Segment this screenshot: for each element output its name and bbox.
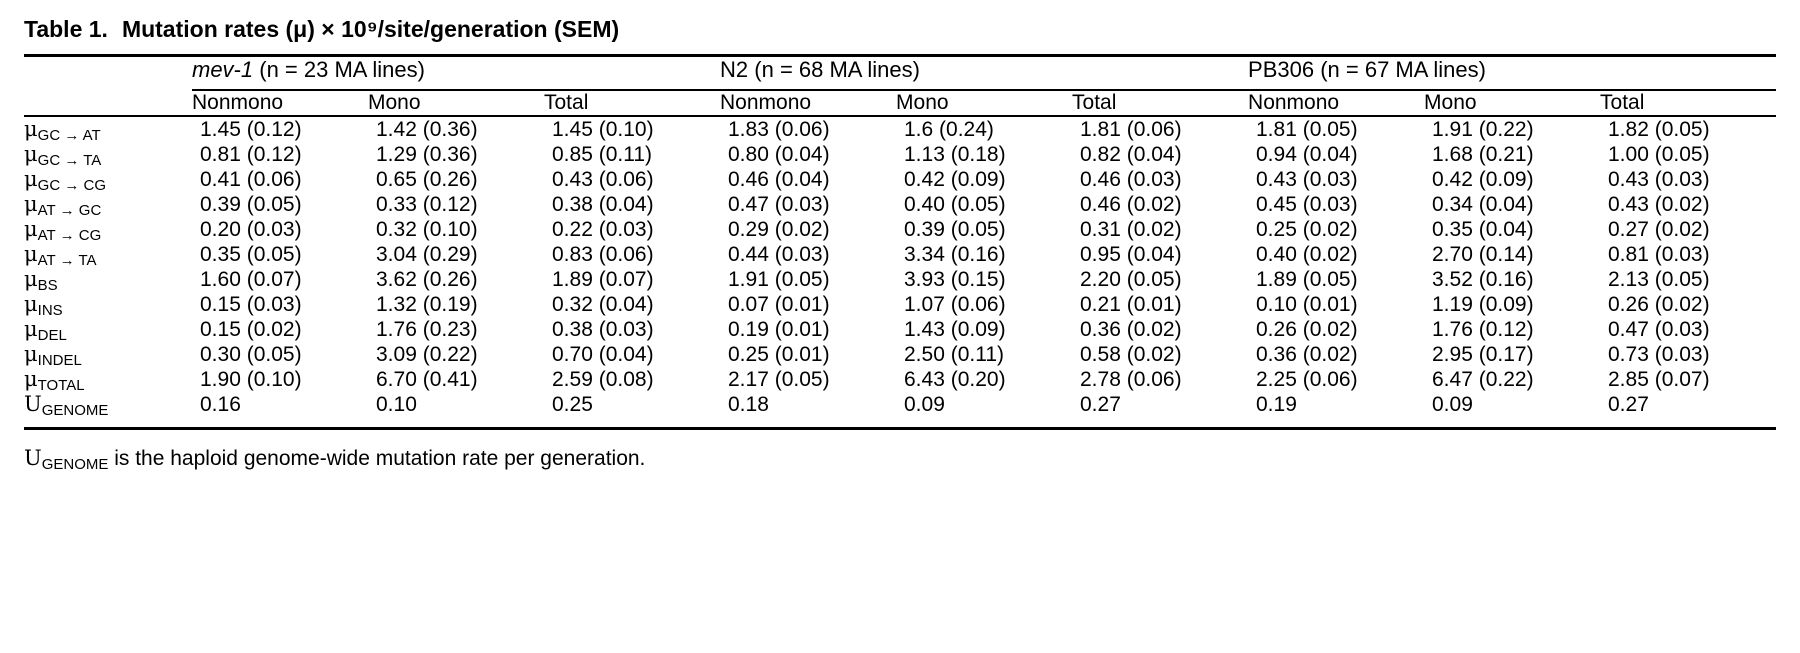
table-cell: 6.70 (0.41) [376, 368, 478, 391]
row-label-subscript: INS [37, 302, 63, 319]
table-row [24, 192, 1776, 217]
table-cell: 0.07 (0.01) [728, 293, 830, 316]
table-cell: 0.46 (0.04) [728, 168, 830, 191]
table-cell: 0.32 (0.04) [552, 293, 654, 316]
table-cell: 2.85 (0.07) [1608, 368, 1710, 391]
row-label-symbol: μ [24, 192, 38, 216]
row-label [24, 117, 192, 142]
table-cell: 0.19 [1256, 393, 1297, 416]
table-row [24, 367, 1776, 392]
table-cell: 0.35 (0.05) [200, 243, 302, 266]
table-cell: 3.62 (0.26) [376, 268, 478, 291]
group-n-mev1: (n = 23 MA lines) [259, 57, 425, 82]
table-cell: 2.20 (0.05) [1080, 268, 1182, 291]
table-cell: 2.25 (0.06) [1256, 368, 1358, 391]
table-cell: 2.95 (0.17) [1432, 343, 1534, 366]
table-cell: 0.09 [1432, 393, 1473, 416]
row-label [24, 367, 192, 392]
row-label-symbol: μ [24, 367, 38, 391]
table-cell: 0.95 (0.04) [1080, 243, 1182, 266]
footnote-symbol: U [24, 446, 42, 470]
table-cell: 1.07 (0.06) [904, 293, 1006, 316]
row-label-subscript: GC → TA [37, 152, 102, 169]
row-label [24, 342, 192, 367]
table-cell: 0.36 (0.02) [1080, 318, 1182, 341]
group-n-n2: (n = 68 MA lines) [754, 57, 920, 82]
table-cell: 0.27 [1080, 393, 1121, 416]
table-cell: 0.18 [728, 393, 769, 416]
table-cell: 3.93 (0.15) [904, 268, 1006, 291]
row-label-subscript: AT → GC [37, 202, 102, 219]
table-cell: 0.83 (0.06) [552, 243, 654, 266]
subheader-n2-nonmono: Nonmono [720, 91, 812, 114]
table-cell: 3.04 (0.29) [376, 243, 478, 266]
subheader-mev1-total: Total [544, 91, 589, 114]
table-cell: 0.34 (0.04) [1432, 193, 1534, 216]
table-cell: 2.70 (0.14) [1432, 243, 1534, 266]
row-label-symbol: μ [24, 267, 38, 291]
table-cell: 0.38 (0.03) [552, 318, 654, 341]
subheader-mev1-nonmono: Nonmono [192, 91, 284, 114]
table-row [24, 267, 1776, 292]
table-cell: 0.47 (0.03) [728, 193, 830, 216]
subheader-pb306-total: Total [1600, 91, 1645, 114]
table-cell: 0.27 (0.02) [1608, 218, 1710, 241]
table-cell: 2.50 (0.11) [904, 343, 1005, 366]
table-cell: 0.15 (0.03) [200, 293, 302, 316]
table-cell: 0.82 (0.04) [1080, 143, 1182, 166]
table-cell: 3.09 (0.22) [376, 343, 478, 366]
table-cell: 0.47 (0.03) [1608, 318, 1710, 341]
table-cell: 0.39 (0.05) [904, 218, 1006, 241]
table-cell: 0.58 (0.02) [1080, 343, 1182, 366]
table-cell: 0.46 (0.03) [1080, 168, 1182, 191]
table-cell: 2.17 (0.05) [728, 368, 830, 391]
table-cell: 0.38 (0.04) [552, 193, 654, 216]
table-cell: 0.45 (0.03) [1256, 193, 1358, 216]
group-header-n2 [720, 57, 1248, 83]
row-label [24, 392, 192, 417]
table-cell: 0.40 (0.05) [904, 193, 1006, 216]
table-cell: 0.25 [552, 393, 593, 416]
table-cell: 1.29 (0.36) [376, 143, 478, 166]
row-label-symbol: μ [24, 217, 38, 241]
row-label-subscript: AT → TA [37, 252, 97, 269]
group-underline-row [24, 83, 1776, 90]
row-label [24, 192, 192, 217]
table-cell: 0.32 (0.10) [376, 218, 478, 241]
table-cell: 0.44 (0.03) [728, 243, 830, 266]
table-cell: 1.43 (0.09) [904, 318, 1006, 341]
table-row [24, 292, 1776, 317]
row-label [24, 217, 192, 242]
row-label [24, 267, 192, 292]
table-cell: 1.82 (0.05) [1608, 118, 1710, 141]
row-label-symbol: μ [24, 167, 38, 191]
subheader-row [24, 90, 1776, 115]
table-cell: 0.41 (0.06) [200, 168, 302, 191]
table-cell: 0.81 (0.12) [200, 143, 302, 166]
caption-label: Table 1. [24, 16, 108, 42]
table-row [24, 392, 1776, 417]
row-label-symbol: μ [24, 317, 38, 341]
table-cell: 1.42 (0.36) [376, 118, 478, 141]
table-cell: 0.31 (0.02) [1080, 218, 1182, 241]
row-label-symbol: μ [24, 142, 38, 166]
table-cell: 1.90 (0.10) [200, 368, 302, 391]
caption-text: Mutation rates (μ) × 10⁹/site/generation (SEM) [121, 16, 620, 42]
table-cell: 0.70 (0.04) [552, 343, 654, 366]
table-row [24, 242, 1776, 267]
table-cell: 0.16 [200, 393, 241, 416]
table-cell: 0.43 (0.06) [552, 168, 654, 191]
table-cell: 0.20 (0.03) [200, 218, 302, 241]
table-cell: 0.26 (0.02) [1608, 293, 1710, 316]
table-cell: 1.91 (0.22) [1432, 118, 1534, 141]
table-cell: 0.39 (0.05) [200, 193, 302, 216]
underline-pb306 [1248, 83, 1776, 90]
row-label-subscript: BS [37, 277, 58, 294]
row-label-subscript: TOTAL [37, 377, 85, 394]
table-row [24, 167, 1776, 192]
subheader-n2-mono: Mono [896, 91, 949, 114]
group-header-pb306 [1248, 57, 1776, 83]
table-cell: 0.35 (0.04) [1432, 218, 1534, 241]
table-cell: 0.73 (0.03) [1608, 343, 1710, 366]
footnote-text: is the haploid genome-wide mutation rate per generation. [108, 447, 646, 470]
row-label-subscript: INDEL [37, 352, 82, 369]
table-cell: 0.25 (0.01) [728, 343, 830, 366]
table-cell: 0.65 (0.26) [376, 168, 478, 191]
table-cell: 2.78 (0.06) [1080, 368, 1182, 391]
table-cell: 1.89 (0.07) [552, 268, 654, 291]
table-cell: 6.43 (0.20) [904, 368, 1006, 391]
table-cell: 1.91 (0.05) [728, 268, 830, 291]
subheader-pb306-nonmono: Nonmono [1248, 91, 1340, 114]
footnote-symbol-sub: GENOME [41, 456, 109, 473]
table-cell: 3.34 (0.16) [904, 243, 1006, 266]
table-cell: 1.81 (0.05) [1256, 118, 1358, 141]
table-cell: 0.27 [1608, 393, 1649, 416]
table-cell: 1.76 (0.12) [1432, 318, 1534, 341]
subheader-mev1-mono: Mono [368, 91, 421, 114]
table-cell: 1.68 (0.21) [1432, 143, 1534, 166]
row-label-symbol: μ [24, 342, 38, 366]
table-cell: 0.21 (0.01) [1080, 293, 1182, 316]
table-cell: 0.25 (0.02) [1256, 218, 1358, 241]
table-cell: 2.13 (0.05) [1608, 268, 1710, 291]
row-label-subscript: GC → CG [37, 177, 106, 194]
table-cell: 0.19 (0.01) [728, 318, 830, 341]
row-label-subscript: GENOME [41, 402, 109, 419]
subheader-n2-total: Total [1072, 91, 1117, 114]
table-cell: 1.6 (0.24) [904, 118, 994, 141]
row-label [24, 317, 192, 342]
table-cell: 1.83 (0.06) [728, 118, 830, 141]
row-label-subscript: DEL [37, 327, 67, 344]
underline-n2 [720, 83, 1248, 90]
table-cell: 1.13 (0.18) [904, 143, 1006, 166]
underline-mev1 [192, 83, 720, 90]
table-cell: 1.45 (0.10) [552, 118, 654, 141]
table-cell: 0.43 (0.03) [1608, 168, 1710, 191]
row-label-subscript: GC → AT [37, 127, 101, 144]
subheader-spacer [24, 90, 192, 115]
table-cell: 0.80 (0.04) [728, 143, 830, 166]
table-cell: 1.32 (0.19) [376, 293, 478, 316]
row-label [24, 292, 192, 317]
table-cell: 1.89 (0.05) [1256, 268, 1358, 291]
row-label-symbol: U [24, 392, 42, 416]
table-cell: 1.45 (0.12) [200, 118, 302, 141]
table-row [24, 317, 1776, 342]
row-label-symbol: μ [24, 117, 38, 141]
table-cell: 0.26 (0.02) [1256, 318, 1358, 341]
table-cell: 2.59 (0.08) [552, 368, 654, 391]
row-label [24, 142, 192, 167]
table-cell: 0.46 (0.02) [1080, 193, 1182, 216]
table-cell: 0.29 (0.02) [728, 218, 830, 241]
table-row [24, 342, 1776, 367]
table-cell: 6.47 (0.22) [1432, 368, 1534, 391]
row-label [24, 167, 192, 192]
table-caption [24, 14, 1776, 44]
table-cell: 1.76 (0.23) [376, 318, 478, 341]
table-cell: 1.60 (0.07) [200, 268, 302, 291]
table-cell: 0.15 (0.02) [200, 318, 302, 341]
table-cell: 1.81 (0.06) [1080, 118, 1182, 141]
table-cell: 0.94 (0.04) [1256, 143, 1358, 166]
table-row [24, 117, 1776, 142]
group-header-row [24, 57, 1776, 83]
mutation-rate-table [24, 57, 1776, 115]
table-cell: 0.43 (0.02) [1608, 193, 1710, 216]
subheader-pb306-mono: Mono [1424, 91, 1477, 114]
table-cell: 0.36 (0.02) [1256, 343, 1358, 366]
group-name-mev1: mev-1 [192, 57, 254, 82]
row-label-symbol: μ [24, 292, 38, 316]
group-header-mev1 [192, 57, 720, 83]
group-header-spacer [24, 57, 192, 83]
row-label [24, 242, 192, 267]
table-cell: 0.30 (0.05) [200, 343, 302, 366]
table-cell: 0.09 [904, 393, 945, 416]
table-row [24, 217, 1776, 242]
table-cell: 0.22 (0.03) [552, 218, 654, 241]
table-cell: 1.00 (0.05) [1608, 143, 1710, 166]
table-cell: 0.42 (0.09) [1432, 168, 1534, 191]
table-row [24, 142, 1776, 167]
table-cell: 3.52 (0.16) [1432, 268, 1534, 291]
group-name-n2: N2 [720, 57, 749, 82]
table-cell: 0.85 (0.11) [552, 143, 653, 166]
table-cell: 0.10 [376, 393, 417, 416]
table-footnote [24, 430, 1776, 471]
group-name-pb306: PB306 [1248, 57, 1315, 82]
row-label-subscript: AT → CG [37, 227, 102, 244]
table-cell: 1.19 (0.09) [1432, 293, 1534, 316]
group-n-pb306: (n = 67 MA lines) [1320, 57, 1486, 82]
table-cell: 0.43 (0.03) [1256, 168, 1358, 191]
table-cell: 0.40 (0.02) [1256, 243, 1358, 266]
table-cell: 0.10 (0.01) [1256, 293, 1358, 316]
mutation-rate-body [24, 117, 1776, 417]
row-label-symbol: μ [24, 242, 38, 266]
underline-spacer [24, 83, 192, 90]
table-cell: 0.33 (0.12) [376, 193, 478, 216]
table-cell: 0.81 (0.03) [1608, 243, 1710, 266]
table-cell: 0.42 (0.09) [904, 168, 1006, 191]
